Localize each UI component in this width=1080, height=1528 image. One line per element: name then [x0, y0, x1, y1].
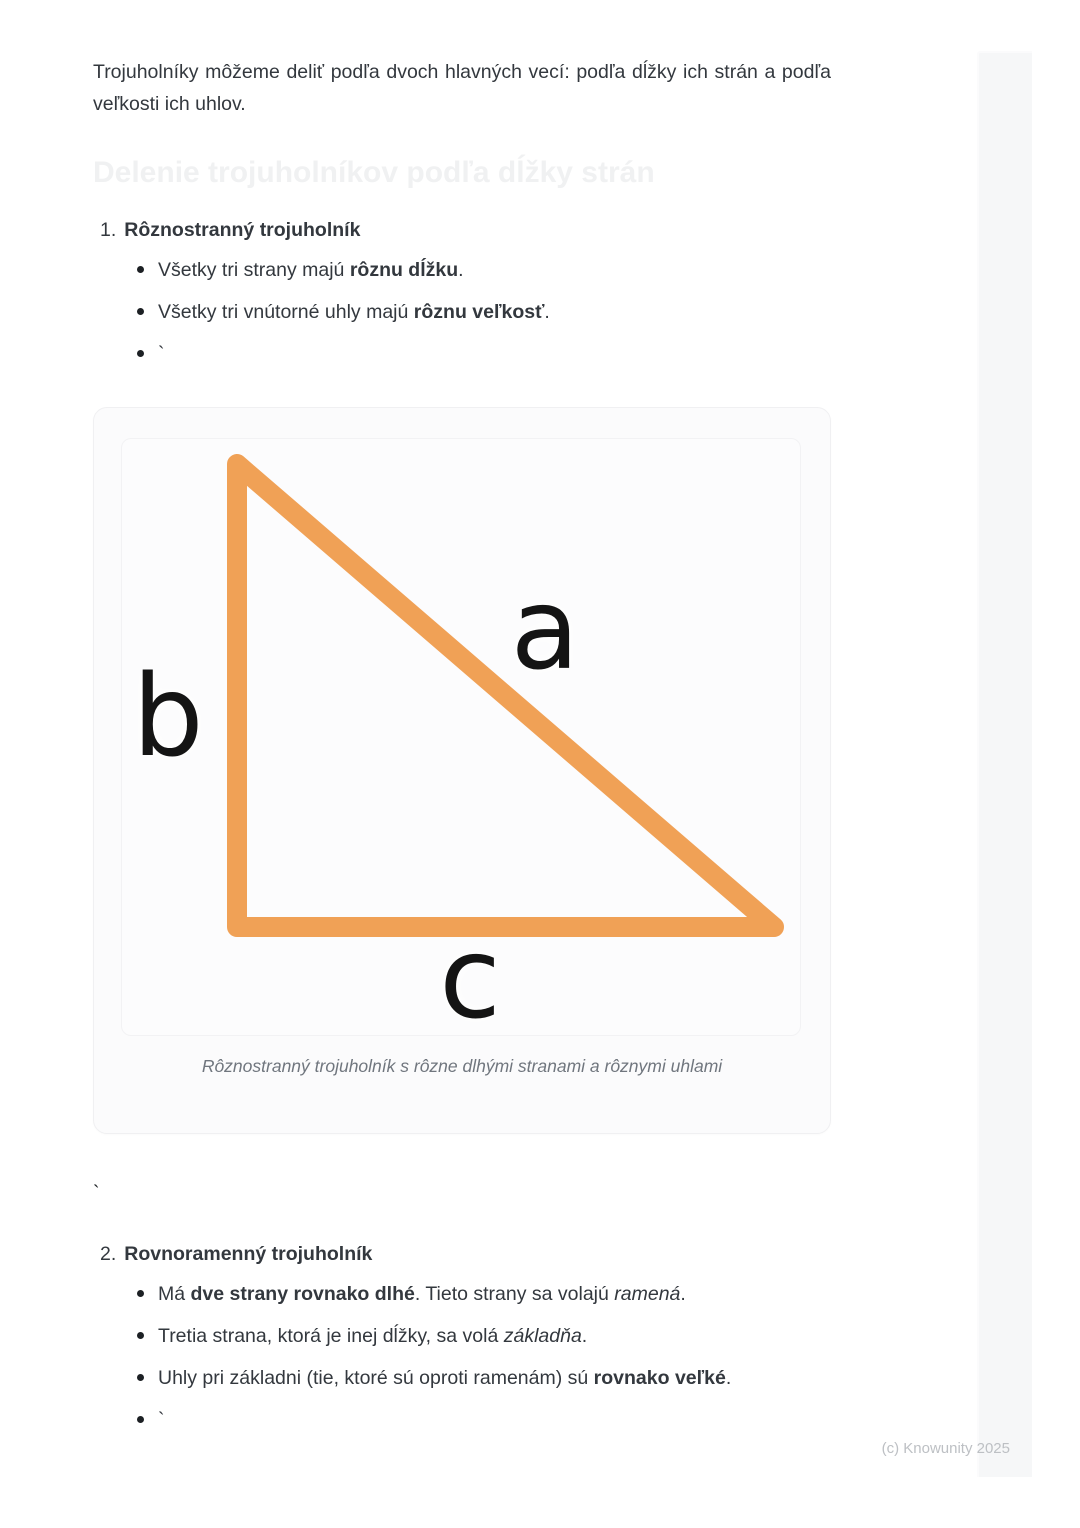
side-label-b: b [132, 652, 204, 782]
list-item [93, 1364, 853, 1392]
list-item [93, 340, 853, 368]
list-item [93, 256, 853, 284]
list-item [93, 298, 853, 326]
list-item-heading [93, 216, 853, 244]
bullet-text: ` [158, 343, 165, 365]
bullet-icon [137, 350, 144, 357]
list-item [93, 1322, 853, 1350]
side-label-c: c [439, 914, 501, 1044]
bullet-icon [137, 1290, 144, 1297]
bullet-text: ` [158, 1409, 165, 1431]
list-item [93, 1406, 853, 1434]
bullet-icon [137, 1416, 144, 1423]
list-item-number: 1. [100, 219, 117, 241]
list-item-title: Rovnoramenný trojuholník [124, 1243, 373, 1265]
footer-credit: (c) Knowunity 2025 [881, 1440, 1010, 1457]
bullet-icon [137, 266, 144, 273]
bullet-text: Všetky tri strany majú rôznu dĺžku. [158, 259, 464, 281]
figure-card [93, 407, 831, 1134]
list-item-number: 2. [100, 1243, 117, 1265]
side-label-a: a [510, 565, 580, 695]
bullet-text: Uhly pri základni (tie, ktoré sú oproti ramenám) sú rovnako veľké. [158, 1367, 732, 1389]
stray-backtick: ` [93, 1182, 100, 1204]
triangle-image [121, 438, 801, 1044]
intro-paragraph: Trojuholníky môžeme deliť podľa dvoch hlavných vecí: podľa dĺžky ich strán a podľa veľkosti ich uhlov. [93, 61, 831, 115]
bullet-icon [137, 1374, 144, 1381]
triangle-shape [237, 464, 774, 927]
bullet-text: Tretia strana, ktorá je inej dĺžky, sa volá základňa. [158, 1325, 588, 1347]
bullet-text: Všetky tri vnútorné uhly majú rôznu veľkosť. [158, 301, 550, 323]
list-item [93, 1280, 853, 1308]
bullet-icon [137, 1332, 144, 1339]
section-heading: Delenie trojuholníkov podľa dĺžky strán [93, 156, 655, 189]
figure-caption: Rôznostranný trojuholník s rôzne dlhými stranami a rôznymi uhlami [201, 1056, 723, 1076]
page-edge-strip [977, 51, 1032, 1477]
section-scalene-triangle [93, 216, 853, 382]
list-item-title: Rôznostranný trojuholník [124, 219, 361, 241]
section-isosceles-triangle [93, 1240, 853, 1448]
list-item-heading [93, 1240, 853, 1268]
bullet-text: Má dve strany rovnako dlhé. Tieto strany sa volajú ramená. [158, 1283, 686, 1305]
bullet-icon [137, 308, 144, 315]
